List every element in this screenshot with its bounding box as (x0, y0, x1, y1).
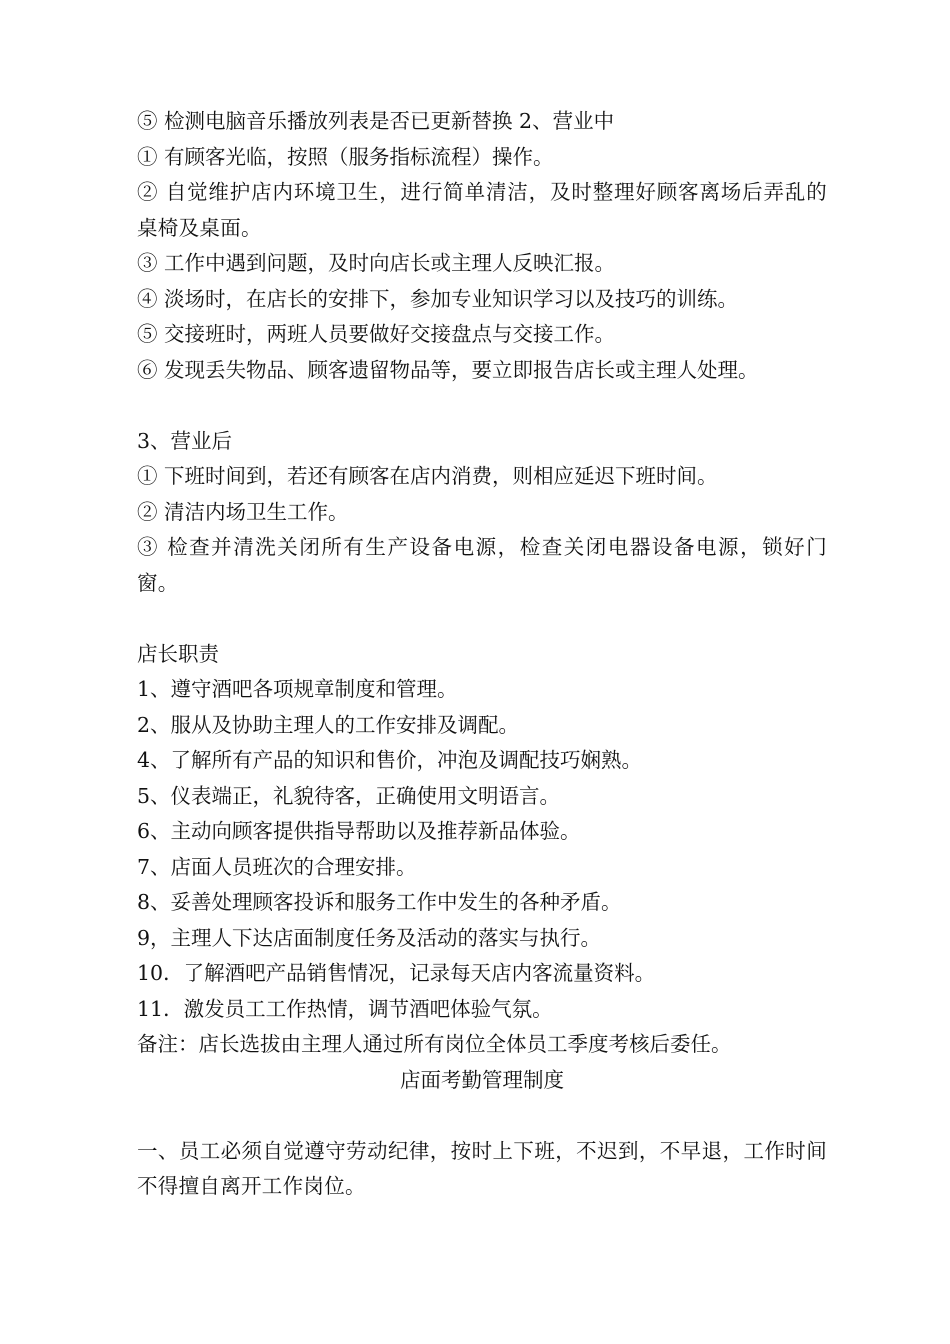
text-line: ② 清洁内场卫生工作。 (137, 499, 349, 524)
note-line: 备注：店长选拔由主理人通过所有岗位全体员工季度考核后委任。 (137, 1032, 732, 1056)
list-item: 1、遵守酒吧各项规章制度和管理。 (137, 677, 458, 701)
document-title: 店面考勤管理制度 (400, 1067, 564, 1092)
blank-line (137, 601, 827, 637)
text-paragraph: ③ 检查并清洗关闭所有生产设备电源，检查关闭电器设备电源，锁好门窗。 (137, 535, 827, 595)
list-item: 8、妥善处理顾客投诉和服务工作中发生的各种矛盾。 (137, 890, 622, 914)
list-item: 7、店面人员班次的合理安排。 (137, 854, 417, 879)
list-item: 9，主理人下达店面制度任务及活动的落实与执行。 (137, 925, 602, 950)
text-line: ④ 淡场时，在店长的安排下，参加专业知识学习以及技巧的训练。 (137, 286, 739, 311)
blank-line (137, 388, 827, 424)
section-heading: 3、营业后 (137, 428, 233, 453)
text-line: ⑥ 发现丢失物品、顾客遗留物品等，要立即报告店长或主理人处理。 (137, 357, 759, 382)
text-line: ③ 工作中遇到问题，及时向店长或主理人反映汇报。 (137, 251, 616, 275)
list-item: 2、服从及协助主理人的工作安排及调配。 (137, 712, 520, 737)
section-heading: 店长职责 (137, 641, 219, 666)
list-item: 10．了解酒吧产品销售情况，记录每天店内客流量资料。 (137, 961, 656, 985)
text-line: ① 有顾客光临，按照（服务指标流程）操作。 (137, 144, 554, 169)
list-item: 11．激发员工工作热情，调节酒吧体验气氛。 (137, 996, 553, 1021)
list-item: 6、主动向顾客提供指导帮助以及推荐新品体验。 (137, 819, 581, 843)
text-paragraph: ② 自觉维护店内环境卫生，进行简单清洁，及时整理好顾客离场后弄乱的桌椅及桌面。 (137, 180, 827, 240)
list-item: 4、了解所有产品的知识和售价，冲泡及调配技巧娴熟。 (137, 748, 643, 772)
list-item: 5、仪表端正，礼貌待客，正确使用文明语言。 (137, 783, 561, 808)
blank-line (137, 1098, 827, 1134)
text-paragraph: 一、员工必须自觉遵守劳动纪律，按时上下班，不迟到，不早退，工作时间不得擅自离开工作岗位。 (137, 1138, 827, 1198)
document-page (137, 104, 827, 1205)
text-line: ⑤ 检测电脑音乐播放列表是否已更新替换 2、营业中 (137, 109, 615, 133)
text-line: ① 下班时间到，若还有顾客在店内消费，则相应延迟下班时间。 (137, 464, 718, 488)
text-line: ⑤ 交接班时，两班人员要做好交接盘点与交接工作。 (137, 322, 616, 346)
